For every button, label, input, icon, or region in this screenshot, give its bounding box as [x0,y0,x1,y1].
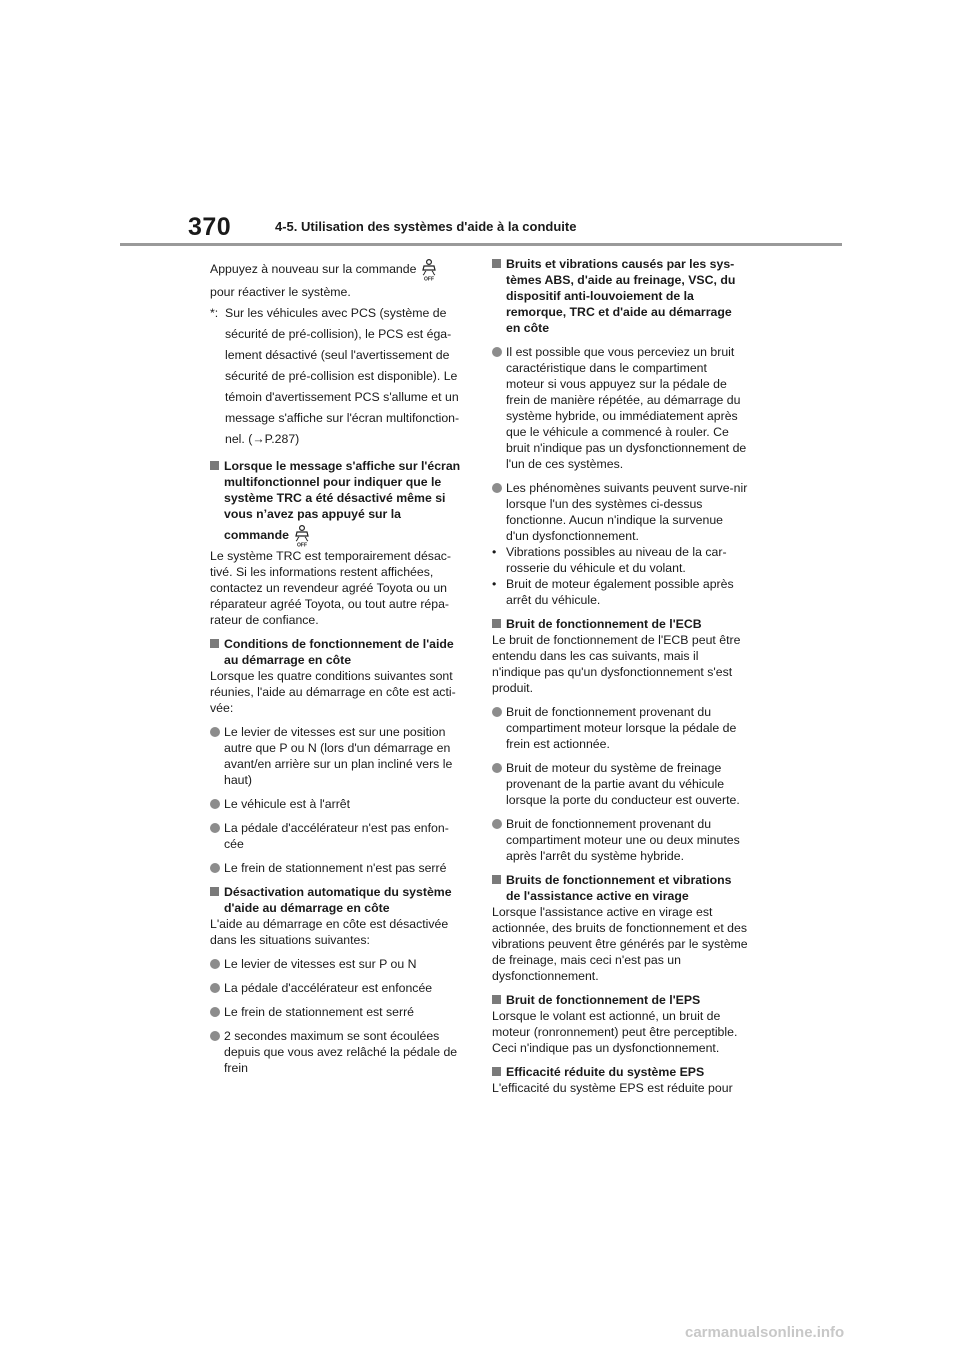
dash-item [492,544,748,576]
list-item-text: Les phénomènes suivants peuvent surve-nir lorsque l'un des systèmes ci-dessus fonctionne. Aucun n'indique la survenue d'un dysfonctionnement. [506,481,748,543]
list-item [492,480,748,544]
heading-square-icon [492,1067,501,1076]
list-item [492,816,748,864]
footnote-text: Sur les véhicules avec PCS (système de sécurité de pré-collision), le PCS est éga-lement désactivé (seul l'avertissement de sécurité de pré-collision est disponible). Le témoin d'avertissement PCS s'allume et un message s'affiche sur l'écran multifonction-nel. (→P.287) [225,306,460,446]
heading-ecb-text: Bruit de fonctionnement de l'ECB [506,617,702,631]
heading-trc-text: Lorsque le message s'affiche sur l'écran multifonctionnel pour indiquer que le système TRC a été désactivé même si vous n’avez pas appuyé sur la [224,459,461,521]
list-item [492,344,748,472]
list-item [210,980,466,996]
heading-eps-efficiency [492,1064,748,1080]
list-item-text: Le levier de vitesses est sur P ou N [224,957,417,971]
icon-off-label: OFF [424,276,435,281]
list-item [210,1028,466,1076]
list-item [210,860,466,876]
footnote [210,303,466,450]
list-item [492,704,748,752]
paragraph-trc: Le système TRC est temporairement désac-tivé. Si les informations restent affichées, contactez un revendeur agréé Toyota ou un réparateur agréé Toyota, ou tout autre répa-rateur de confiance. [210,549,452,627]
list-item [210,956,466,972]
list-item-text: La pédale d'accélérateur n'est pas enfon-cée [224,821,449,851]
bullet-icon [210,727,220,737]
heading-square-icon [210,461,219,470]
heading-deactivation-text: Désactivation automatique du système d'aide au démarrage en côte [224,885,452,915]
intro-line [210,256,466,282]
bullet-icon [492,483,502,493]
right-column [492,256,748,1096]
bullet-icon [210,799,220,809]
paragraph-cornering: Lorsque l'assistance active en virage est actionnée, des bruits de fonctionnement et des vibrations peuvent être générés par le système de freinage, mais ceci n'est pas un dysfonctionnement. [492,905,748,983]
dash-mark: • [492,545,497,559]
paragraph-eps-efficiency: L'efficacité du système EPS est réduite pour [492,1081,733,1095]
bullet-icon [210,1031,220,1041]
list-item-text: La pédale d'accélérateur est enfoncée [224,981,433,995]
page-number: 370 [188,213,232,241]
list-item-text: Le frein de stationnement est serré [224,1005,415,1019]
heading-square-icon [492,619,501,628]
heading-square-icon [492,875,501,884]
heading-square-icon [492,259,501,268]
bullet-icon [492,707,502,717]
heading-square-icon [210,639,219,648]
list-item-text: Bruit de fonctionnement provenant du compartiment moteur lorsque la pédale de frein est actionnée. [506,705,737,751]
paragraph-deactivation: L'aide au démarrage en côte est désactivée dans les situations suivantes: [210,917,449,947]
intro-text-a: Appuyez à nouveau sur la commande [210,262,417,276]
heading-ecb [492,616,748,632]
heading-noise-vibration [492,256,748,336]
list-item-text: Le levier de vitesses est sur une position autre que P ou N (lors d'un démarrage en avant/en arrière sur un plan incliné vers le haut) [224,725,453,787]
list-item-text: 2 secondes maximum se sont écoulées depuis que vous avez relâché la pédale de frein [224,1029,458,1075]
bullet-icon [492,347,502,357]
list-item-text: Il est possible que vous perceviez un bruit caractéristique dans le compartiment moteur si vous appuyez sur la pédale de frein de manière répétée, au démarrage du système hybride, ou immédiatement après que le véhicule a commencé à rouler. Ce bruit n'indique pas un dysfonctionnement de l'un de ces systèmes. [506,345,747,471]
intro-text-b: pour réactiver le système. [210,285,351,299]
list-item-text: Bruit de fonctionnement provenant du compartiment moteur une ou deux minutes après l'arrêt du système hybride. [506,817,740,863]
footnote-mark: *: [210,306,219,320]
bullet-icon [210,959,220,969]
bullet-icon [210,983,220,993]
heading-square-icon [210,887,219,896]
dash-item [492,576,748,608]
footer-watermark: carmanualsonline.info [685,1324,845,1341]
list-item [210,1004,466,1020]
icon-off-label: OFF [296,542,307,547]
list-item [210,796,466,812]
heading-square-icon [492,995,501,1004]
left-column [210,256,466,1076]
paragraph-ecb: Le bruit de fonctionnement de l'ECB peut être entendu dans les cas suivants, mais il n'indique pas qu'un dysfonctionnement s'est produit. [492,633,741,695]
list-item [210,724,466,788]
heading-hill-start-text: Conditions de fonctionnement de l'aide au démarrage en côte [224,637,454,667]
paragraph-hill-start: Lorsque les quatre conditions suivantes sont réunies, l'aide au démarrage en côte est acti-vée: [210,669,456,715]
bullet-icon [492,763,502,773]
list-item-text: Le véhicule est à l'arrêt [224,797,351,811]
heading-eps-efficiency-text: Efficacité réduite du système EPS [506,1065,705,1079]
bullet-icon [210,863,220,873]
heading-hill-start-deactivation [210,884,466,916]
list-item [210,820,466,852]
heading-hill-start-conditions [210,636,466,668]
section-title: 4-5. Utilisation des systèmes d'aide à la conduite [275,219,577,234]
list-item [492,760,748,808]
trc-off-icon [293,525,311,547]
list-item-text: Bruit de moteur du système de freinage provenant de la partie avant du véhicule lorsque la porte du conducteur est ouverte. [506,761,740,807]
heading-cornering-text: Bruits de fonctionnement et vibrations de l'assistance active en virage [506,873,732,903]
heading-trc-message [210,458,466,522]
bullet-icon [492,819,502,829]
dash-item-text: Bruit de moteur également possible après arrêt du véhicule. [506,577,734,607]
dash-item-text: Vibrations possibles au niveau de la car-rosserie du véhicule et du volant. [506,545,727,575]
heading-eps-noise [492,992,748,1008]
list-item-text: Le frein de stationnement n'est pas serré [224,861,447,875]
dash-mark: • [492,577,497,591]
heading-eps-noise-text: Bruit de fonctionnement de l'EPS [506,993,701,1007]
heading-active-cornering [492,872,748,904]
heading-trc-tail-text: commande [224,528,289,542]
heading-noise-text: Bruits et vibrations causés par les sys-tèmes ABS, d'aide au freinage, VSC, du dispositif anti-louvoiement de la remorque, TRC et d'aide au démarrage en côte [506,257,736,335]
heading-trc-tail [210,522,466,548]
header-rule [120,243,842,246]
bullet-icon [210,823,220,833]
paragraph-eps-noise: Lorsque le volant est actionné, un bruit de moteur (ronronnement) peut être perceptible. Ceci n'indique pas un dysfonctionnement. [492,1009,738,1055]
bullet-icon [210,1007,220,1017]
trc-off-icon [420,259,438,281]
